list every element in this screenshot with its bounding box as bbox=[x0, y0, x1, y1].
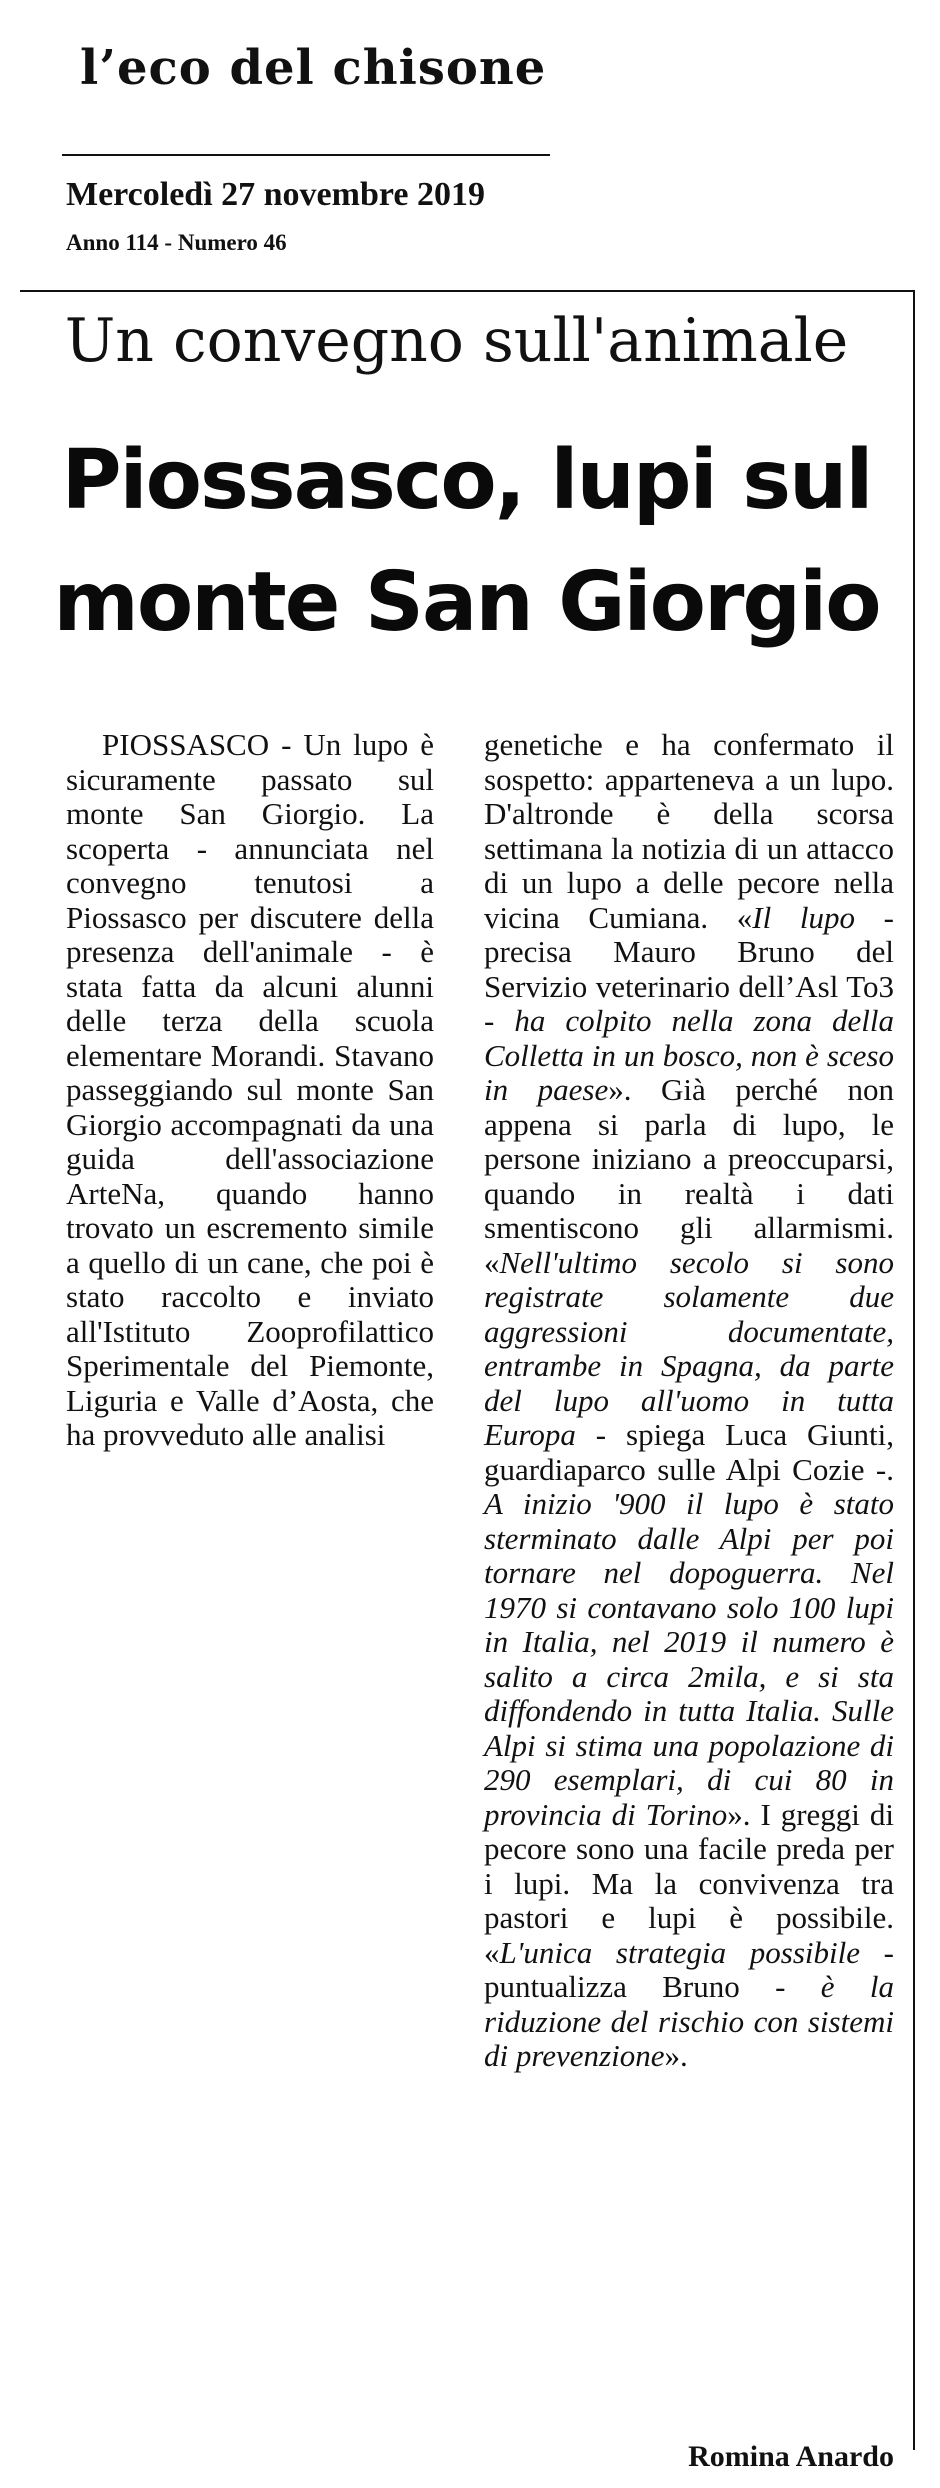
issue-date: Mercoledì 27 novembre 2019 bbox=[66, 176, 485, 213]
text-segment: - spiega Luca Giunti, guardiaparco sulle Alpi Cozie -. bbox=[484, 1417, 894, 1487]
article-top-rule bbox=[20, 290, 913, 292]
headline-line-2: monte San Giorgio bbox=[53, 555, 880, 650]
article-kicker: Un convegno sull'animale bbox=[64, 306, 849, 376]
masthead-title: l’eco del chisone bbox=[80, 40, 547, 96]
text-segment: ». bbox=[664, 2038, 688, 2073]
quote-segment: Il lupo bbox=[752, 899, 855, 935]
article-byline: Romina Anardo bbox=[688, 2440, 894, 2473]
quote-segment: A inizio '900 il lupo è stato sterminato dalle Alpi per poi tornare nel dopoguerra. Nel 1970 si contavano solo 100 lupi in Italia, nel 2019 il numero è salito a circa 2mila, e si sta diffondendo in tutta Italia. Sulle Alpi si stima una popolazione di 290 esemplari, di cui 80 in provincia di Torino bbox=[484, 1486, 894, 1832]
article-column-2 bbox=[484, 728, 894, 2074]
masthead-rule bbox=[62, 154, 550, 156]
text-segment: - puntualizza Bruno - bbox=[484, 1934, 894, 2004]
headline-line-1: Piossasco, lupi sul bbox=[61, 433, 872, 528]
text-segment: ». Già perché non appena si parla di lupo, le persone iniziano a preoccuparsi, quando in realtà i dati smentiscono gli allarmismi. « bbox=[484, 1072, 894, 1280]
quote-segment: è la riduzione del rischio con sistemi di prevenzione bbox=[484, 1969, 894, 2073]
column-1-text: PIOSSASCO - Un lupo è sicuramente passato sul monte San Giorgio. La scoperta - annunciata nel convegno tenutosi a Piossasco per discutere della presenza dell'animale - è stata fatta da alcuni alunni delle terza della scuola elementare Morandi. Stavano passeggiando sul monte San Giorgio accompagnati da una guida dell'associazione ArteNa, quando hanno trovato un escremento simile a quello di un cane, che poi è stato raccolto e inviato all'Istituto Zooprofilattico Sperimentale del Piemonte, Liguria e Valle d’Aosta, che ha provveduto alle analisi bbox=[66, 727, 434, 1452]
text-segment: genetiche e ha confermato il sospetto: apparteneva a un lupo. D'altronde è della scorsa settimana la notizia di un attacco di un lupo a delle pecore nella vicina Cumiana. « bbox=[484, 727, 894, 935]
text-segment: - precisa Mauro Bruno del Servizio veterinario dell’Asl To3 - bbox=[484, 899, 894, 1038]
quote-segment: ha colpito nella zona della Colletta in un bosco, non è sceso in paese bbox=[484, 1003, 895, 1107]
text-segment: ». I greggi di pecore sono una facile preda per i lupi. Ma la convivenza tra pastori e lupi è possibile. « bbox=[484, 1796, 894, 1970]
article-right-rule bbox=[913, 290, 915, 2450]
quote-segment: Nell'ultimo secolo si sono registrate solamente due aggressioni documentate, entrambe in Spagna, da parte del lupo all'uomo in tutta Europa bbox=[484, 1244, 894, 1452]
article-headline bbox=[20, 420, 913, 664]
column-2-text bbox=[484, 728, 894, 2074]
article-column-1 bbox=[66, 728, 434, 1453]
issue-number: Anno 114 - Numero 46 bbox=[66, 230, 287, 255]
quote-segment: L'unica strategia possibile bbox=[499, 1934, 861, 1970]
